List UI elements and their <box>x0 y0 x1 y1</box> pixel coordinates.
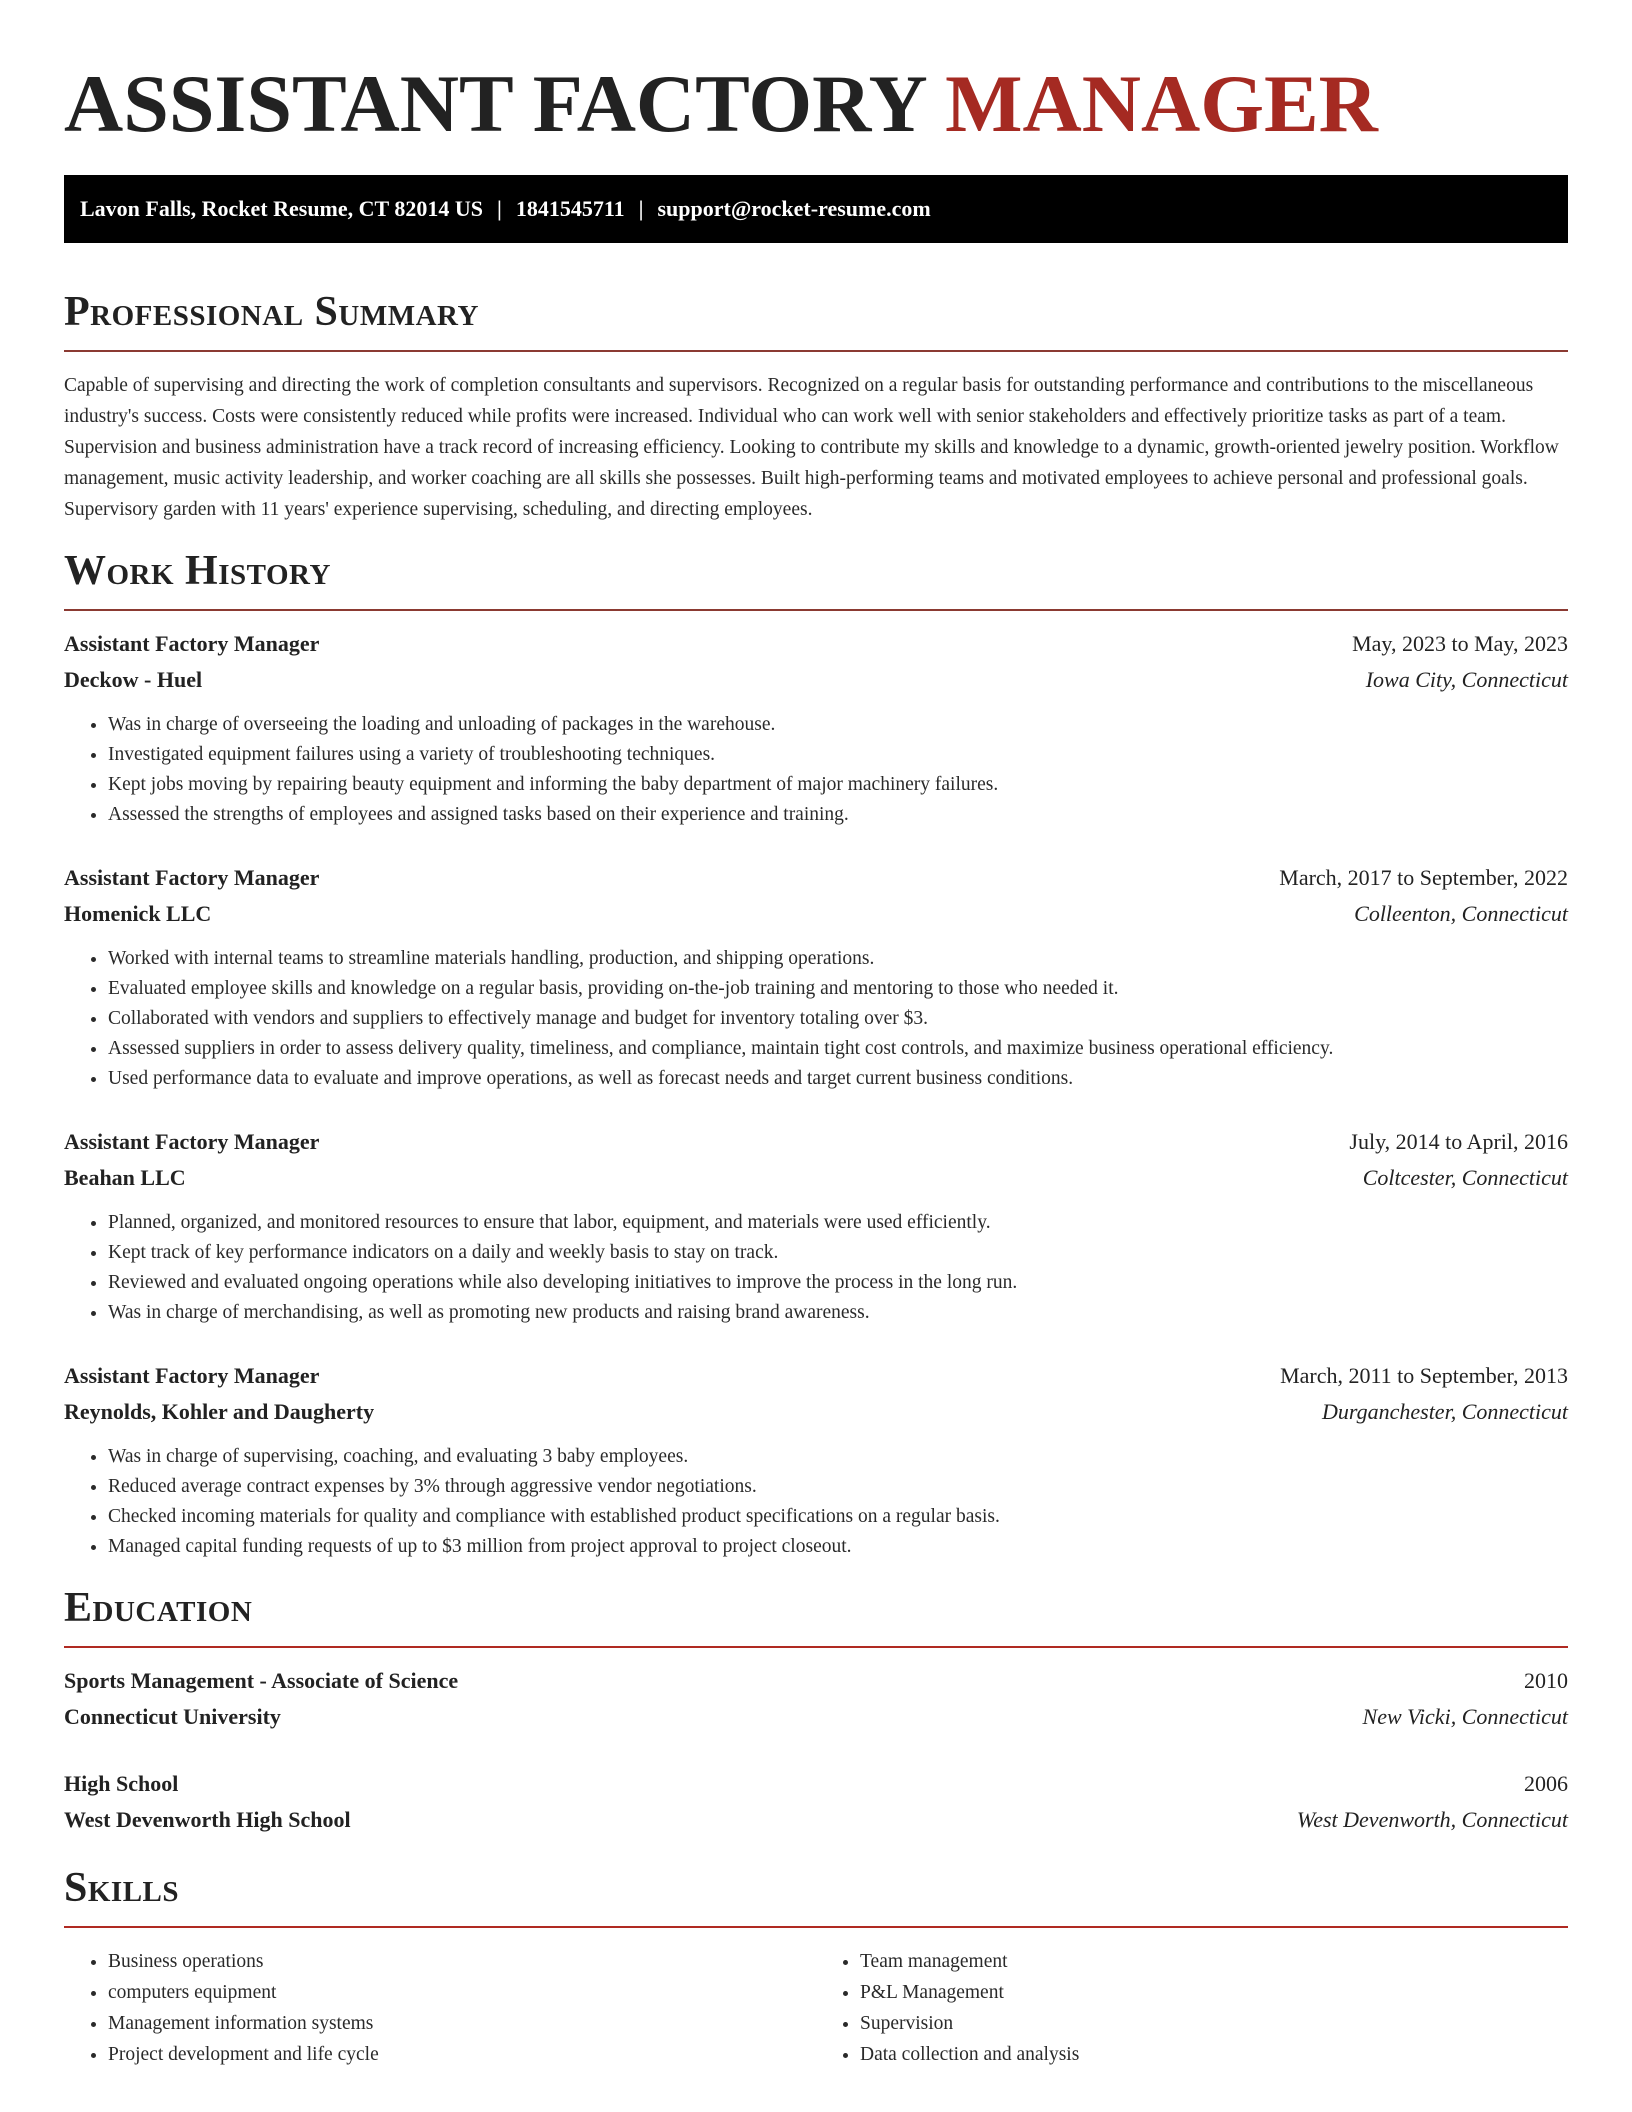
skill-item: • Business operations <box>108 1946 816 1977</box>
skill-item: • Management information systems <box>108 2008 816 2039</box>
skill-item: • Supervision <box>860 2008 1568 2039</box>
education-entry <box>64 1663 1568 1735</box>
job-company: Deckow - Huel <box>64 667 203 692</box>
summary-section <box>64 288 1568 525</box>
education-school: West Devenworth High School <box>64 1807 351 1832</box>
education-location: New Vicki, Connecticut <box>1362 1704 1568 1729</box>
job-entry <box>64 1124 1568 1328</box>
skills-heading: Skills <box>64 1865 180 1911</box>
job-bullets <box>64 944 1568 1094</box>
skills-list-left <box>64 1946 816 2070</box>
section-divider <box>64 609 1568 611</box>
work-history-heading: Work History <box>64 548 331 594</box>
job-company: Reynolds, Kohler and Daugherty <box>64 1399 375 1424</box>
job-bullet: • Was in charge of merchandising, as well as promoting new products and raising brand awareness. <box>108 1298 1568 1328</box>
title-main: ASSISTANT FACTORY <box>64 58 925 149</box>
job-company-row <box>64 1160 1568 1196</box>
job-company-row <box>64 662 1568 698</box>
title-accent: MANAGER <box>945 58 1378 149</box>
section-divider <box>64 350 1568 352</box>
job-header-row <box>64 1358 1568 1394</box>
job-company-row <box>64 896 1568 932</box>
summary-heading: Professional Summary <box>64 289 479 335</box>
contact-phone: 1841545711 <box>515 196 625 221</box>
job-dates: May, 2023 to May, 2023 <box>1352 631 1568 656</box>
job-bullet: • Assessed suppliers in order to assess delivery quality, timeliness, and compliance, maintain tight cost controls, and maximize business operational efficiency. <box>108 1034 1568 1064</box>
skill-item: • Data collection and analysis <box>860 2039 1568 2070</box>
job-header-row <box>64 626 1568 662</box>
job-bullet: • Was in charge of overseeing the loading and unloading of packages in the warehouse. <box>108 710 1568 740</box>
resume-page <box>64 0 1568 2070</box>
job-dates: March, 2011 to September, 2013 <box>1280 1363 1568 1388</box>
job-bullet: • Used performance data to evaluate and improve operations, as well as forecast needs and target current business conditions. <box>108 1064 1568 1094</box>
page-title <box>64 0 1568 150</box>
job-location: Coltcester, Connecticut <box>1362 1165 1568 1190</box>
skills-section <box>64 1864 1568 2070</box>
job-bullet: • Kept track of key performance indicators on a daily and weekly basis to stay on track. <box>108 1238 1568 1268</box>
job-bullet: • Planned, organized, and monitored resources to ensure that labor, equipment, and materials were used efficiently. <box>108 1208 1568 1238</box>
job-location: Iowa City, Connecticut <box>1365 667 1568 692</box>
job-company: Homenick LLC <box>64 901 212 926</box>
job-bullets <box>64 710 1568 830</box>
education-header-row <box>64 1766 1568 1802</box>
job-bullets <box>64 1442 1568 1562</box>
job-bullet: • Managed capital funding requests of up to $3 million from project approval to project closeout. <box>108 1532 1568 1562</box>
contact-email: support@rocket-resume.com <box>657 196 931 221</box>
summary-text: Capable of supervising and directing the work of completion consultants and supervisors. Recognized on a regular basis for outstanding performance and contributions to the miscellaneous industry's success. Costs were consistently reduced while profits were increased. Individual who can work well with senior stakeholders and effectively prioritize tasks as part of a team. Supervision and business administration have a track record of increasing efficiency. Looking to contribute my skills and knowledge to a dynamic, growth-oriented jewelry position. Workflow management, music activity leadership, and worker coaching are all skills she possesses. Built high-performing teams and motivated employees to achieve personal and professional goals. Supervisory garden with 11 years' experience supervising, scheduling, and directing employees. <box>64 375 1559 520</box>
job-bullet: • Reduced average contract expenses by 3% through aggressive vendor negotiations. <box>108 1472 1568 1502</box>
job-header-row <box>64 860 1568 896</box>
education-heading: Education <box>64 1585 253 1631</box>
skill-item: • Team management <box>860 1946 1568 1977</box>
job-title: Assistant Factory Manager <box>64 865 320 890</box>
education-degree: High School <box>64 1771 179 1796</box>
education-section <box>64 1584 1568 1838</box>
job-header-row <box>64 1124 1568 1160</box>
education-school: Connecticut University <box>64 1704 281 1729</box>
job-company: Beahan LLC <box>64 1165 186 1190</box>
job-location: Colleenton, Connecticut <box>1354 901 1568 926</box>
job-entry <box>64 1358 1568 1562</box>
job-bullets <box>64 1208 1568 1328</box>
skill-item: • P&L Management <box>860 1977 1568 2008</box>
job-bullet: • Evaluated employee skills and knowledge on a regular basis, providing on-the-job training and mentoring to those who needed it. <box>108 974 1568 1004</box>
education-header-row <box>64 1663 1568 1699</box>
job-bullet: • Worked with internal teams to streamline materials handling, production, and shipping operations. <box>108 944 1568 974</box>
education-school-row <box>64 1699 1568 1735</box>
education-school-row <box>64 1802 1568 1838</box>
contact-separator: | <box>496 196 502 221</box>
job-dates: March, 2017 to September, 2022 <box>1279 865 1568 890</box>
job-company-row <box>64 1394 1568 1430</box>
education-entry <box>64 1766 1568 1838</box>
job-bullet: • Reviewed and evaluated ongoing operations while also developing initiatives to improve the process in the long run. <box>108 1268 1568 1298</box>
job-location: Durganchester, Connecticut <box>1321 1399 1568 1424</box>
education-degree: Sports Management - Associate of Science <box>64 1668 459 1693</box>
education-year: 2006 <box>1524 1771 1568 1796</box>
job-bullet: • Kept jobs moving by repairing beauty equipment and informing the baby department of major machinery failures. <box>108 770 1568 800</box>
job-bullet: • Was in charge of supervising, coaching, and evaluating 3 baby employees. <box>108 1442 1568 1472</box>
education-year: 2010 <box>1524 1668 1568 1693</box>
job-bullet: • Collaborated with vendors and suppliers to effectively manage and budget for inventory totaling over $3. <box>108 1004 1568 1034</box>
job-title: Assistant Factory Manager <box>64 1129 320 1154</box>
section-divider <box>64 1646 1568 1648</box>
job-dates: July, 2014 to April, 2016 <box>1349 1129 1568 1154</box>
work-history-section <box>64 547 1568 1562</box>
skill-item: • computers equipment <box>108 1977 816 2008</box>
skill-item: • Project development and life cycle <box>108 2039 816 2070</box>
job-bullet: • Investigated equipment failures using a variety of troubleshooting techniques. <box>108 740 1568 770</box>
contact-separator: | <box>638 196 644 221</box>
section-divider <box>64 1926 1568 1928</box>
job-entry <box>64 860 1568 1094</box>
contact-address: Lavon Falls, Rocket Resume, CT 82014 US <box>80 196 483 221</box>
job-bullet: • Checked incoming materials for quality and compliance with established product specifications on a regular basis. <box>108 1502 1568 1532</box>
job-entry <box>64 626 1568 830</box>
skills-list-right <box>816 1946 1568 2070</box>
skills-columns <box>64 1946 1568 2070</box>
contact-bar <box>64 175 1568 243</box>
job-title: Assistant Factory Manager <box>64 631 320 656</box>
job-bullet: • Assessed the strengths of employees and assigned tasks based on their experience and training. <box>108 800 1568 830</box>
job-title: Assistant Factory Manager <box>64 1363 320 1388</box>
education-location: West Devenworth, Connecticut <box>1296 1807 1568 1832</box>
